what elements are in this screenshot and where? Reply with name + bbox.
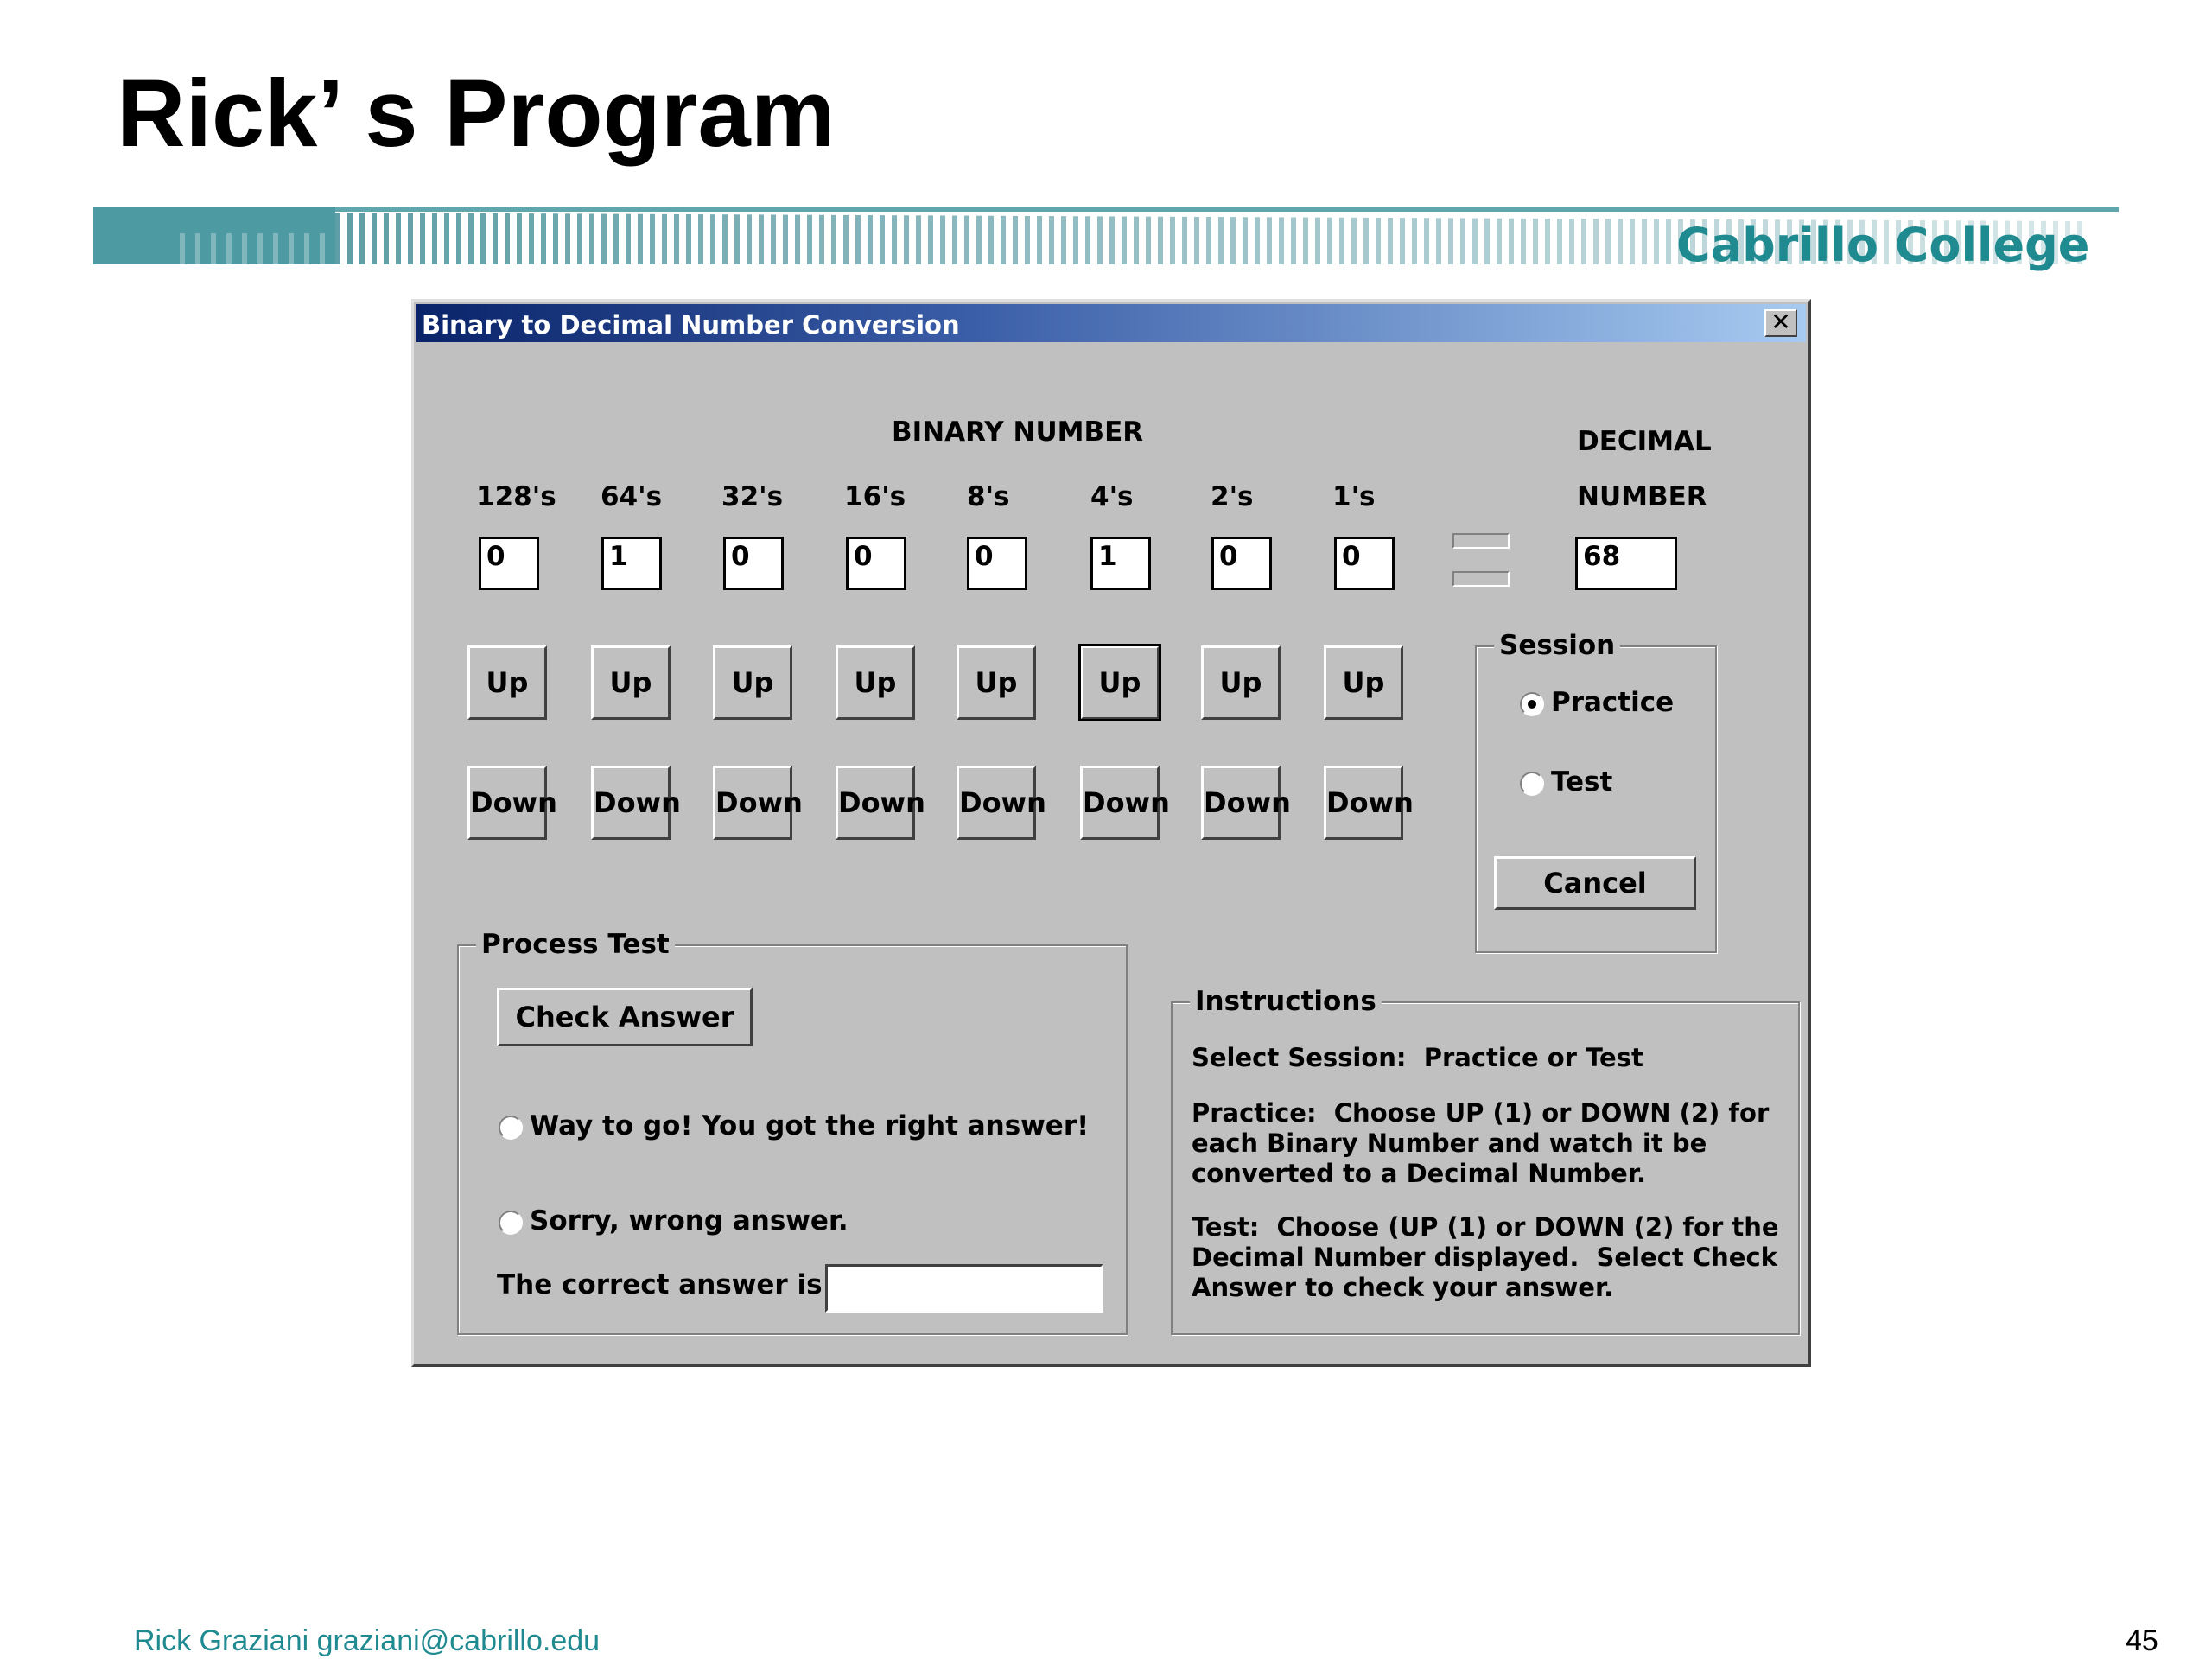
up-button-4[interactable]: Up [1080,645,1160,720]
up-button-8[interactable]: Up [957,645,1036,720]
bit-input-16[interactable]: 0 [846,537,906,590]
up-button-64[interactable]: Up [591,645,671,720]
down-button-32[interactable]: Down [713,766,792,840]
instructions-practice: Practice: Choose UP (1) or DOWN (2) for each Binary Number and watch it be converted to a Decimal Number. [1192,1098,1770,1188]
test-label[interactable]: Test [1551,766,1613,798]
page-number: 45 [2126,1624,2158,1657]
process-test-group [457,929,1128,1335]
window-title: Binary to Decimal Number Conversion [422,310,960,340]
decimal-output[interactable]: 68 [1575,537,1677,590]
correct-answer-field[interactable] [825,1264,1103,1313]
equals-bar-top [1452,533,1510,549]
decimal-heading-line2: NUMBER [1577,481,1707,512]
test-radio[interactable] [1520,772,1544,796]
right-answer-label[interactable]: Way to go! You got the right answer! [530,1110,1090,1141]
place-label: 8's [967,481,1010,512]
down-button-4[interactable]: Down [1080,766,1160,840]
instructions-group [1171,986,1800,1335]
correct-answer-label: The correct answer is [497,1269,823,1300]
place-label: 2's [1211,481,1254,512]
bit-input-2[interactable]: 0 [1211,537,1272,590]
down-button-8[interactable]: Down [957,766,1036,840]
bit-input-32[interactable]: 0 [723,537,784,590]
footer-author: Rick Graziani graziani@cabrillo.edu [134,1624,601,1657]
slide-title: Rick’ s Program [117,60,836,167]
bit-input-64[interactable]: 1 [601,537,662,590]
practice-radio[interactable] [1520,692,1544,716]
down-button-128[interactable]: Down [467,766,547,840]
bit-input-8[interactable]: 0 [967,537,1027,590]
instructions-test: Test: Choose (UP (1) or DOWN (2) for the Decimal Number displayed. Select Check Answer to check your answer. [1192,1212,1779,1302]
process-test-title: Process Test [476,929,675,960]
wrong-answer-label[interactable]: Sorry, wrong answer. [530,1205,849,1236]
up-button-32[interactable]: Up [713,645,792,720]
place-label: 1's [1332,481,1376,512]
close-icon: ✕ [1770,308,1791,336]
place-label: 4's [1090,481,1134,512]
down-button-64[interactable]: Down [591,766,671,840]
place-label: 32's [721,481,784,512]
close-button[interactable] [1764,309,1797,337]
instructions-line-1: Select Session: Practice or Test [1192,1043,1643,1072]
place-label: 64's [601,481,663,512]
bit-input-1[interactable]: 0 [1334,537,1395,590]
bit-input-4[interactable]: 1 [1090,537,1151,590]
equals-bar-bottom [1452,571,1510,587]
up-button-1[interactable]: Up [1324,645,1403,720]
binary-number-heading: BINARY NUMBER [892,416,1144,448]
check-answer-button[interactable]: Check Answer [497,988,753,1046]
app-window [411,299,1811,1367]
instructions-title: Instructions [1190,986,1382,1017]
up-button-128[interactable]: Up [467,645,547,720]
down-button-16[interactable]: Down [836,766,915,840]
college-logo-text: Cabrillo College [1676,218,2090,272]
title-bar[interactable] [416,304,1806,342]
place-label: 16's [844,481,906,512]
cancel-button[interactable]: Cancel [1494,856,1696,910]
down-button-2[interactable]: Down [1201,766,1281,840]
place-label: 128's [476,481,556,512]
up-button-2[interactable]: Up [1201,645,1281,720]
right-answer-radio[interactable] [499,1116,523,1140]
session-group-title: Session [1494,630,1620,661]
decimal-heading-line1: DECIMAL [1577,426,1712,457]
wrong-answer-radio[interactable] [499,1211,523,1235]
down-button-1[interactable]: Down [1324,766,1403,840]
session-group [1475,630,1717,953]
up-button-16[interactable]: Up [836,645,915,720]
practice-label[interactable]: Practice [1551,687,1675,718]
bit-input-128[interactable]: 0 [479,537,539,590]
